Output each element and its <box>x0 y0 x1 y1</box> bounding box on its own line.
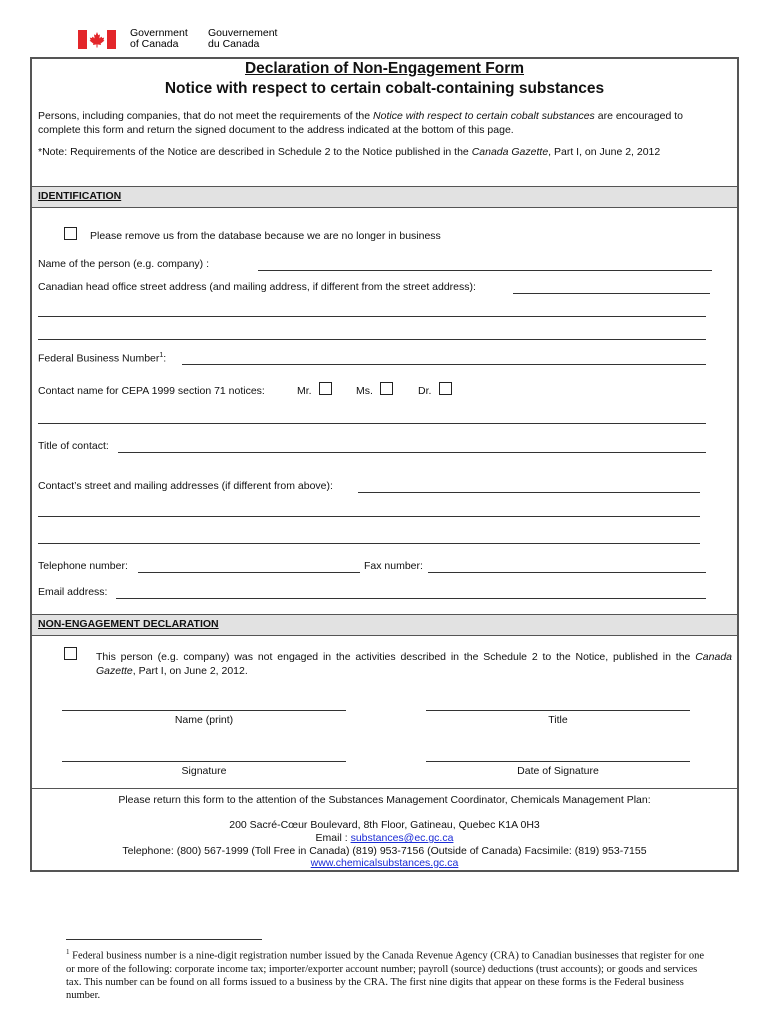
ms-checkbox[interactable] <box>380 382 393 395</box>
intro-paragraph: Persons, including companies, that do not meet the requirements of the Notice with respect to certain cobalt substances are encouraged to complete this form and return the signed document to the address indicated at the bottom of this page. <box>38 110 683 136</box>
contact-name-label: Contact name for CEPA 1999 section 71 notices: <box>38 385 265 397</box>
telephone-field[interactable] <box>138 572 360 573</box>
fax-field[interactable] <box>428 572 706 573</box>
name-print-label: Name (print) <box>174 714 234 726</box>
return-address: 200 Sacré-Cœur Boulevard, 8th Floor, Gatineau, Quebec K1A 0H3 <box>229 819 540 831</box>
email-field[interactable] <box>116 598 706 599</box>
address-field[interactable] <box>513 293 710 294</box>
date-of-signature-label: Date of Signature <box>517 765 599 777</box>
name-label: Name of the person (e.g. company) : <box>38 258 209 270</box>
form-subtitle: Notice with respect to certain cobalt-containing substances <box>164 80 605 97</box>
contact-name-field[interactable] <box>38 423 706 424</box>
gov-en-wordmark: Government of Canada <box>130 27 188 50</box>
name-print-field[interactable] <box>62 710 346 711</box>
footnote-marker: 1 <box>66 948 70 956</box>
gov-fr-wordmark: Gouvernement du Canada <box>208 27 278 50</box>
form-frame <box>30 57 739 872</box>
return-website-line <box>32 857 737 869</box>
non-engagement-checkbox[interactable] <box>64 647 77 660</box>
contact-address-label: Contact’s street and mailing addresses (if different from above): <box>38 480 333 492</box>
title-field[interactable] <box>426 710 690 711</box>
return-info-divider <box>32 788 737 789</box>
footnote-separator <box>66 939 262 940</box>
address-field-line-3[interactable] <box>38 339 706 340</box>
non-engagement-statement: This person (e.g. company) was not engaged in the activities described in the Schedule 2 to the Notice, published in the Canada Gazette, Part I, on June 2, 2012. <box>96 651 732 677</box>
date-of-signature-field[interactable] <box>426 761 690 762</box>
identification-heading: IDENTIFICATION <box>32 186 737 208</box>
email-link[interactable]: substances@ec.gc.ca <box>350 832 454 844</box>
fax-label: Fax number: <box>364 560 423 572</box>
contact-address-field-line-3[interactable] <box>38 543 700 544</box>
declaration-heading: NON-ENGAGEMENT DECLARATION <box>32 614 737 636</box>
contact-address-field-line-2[interactable] <box>38 516 700 517</box>
email-label: Email address: <box>38 586 108 598</box>
fbn-label: Federal Business Number$^1$: <box>38 352 167 365</box>
dr-checkbox[interactable] <box>439 382 452 395</box>
return-phone-line: Telephone: (800) 567-1999 (Toll Free in Canada) (819) 953-7156 (Outside of Canada) Facsimile: (819) 953-7155 <box>122 845 647 857</box>
website-link[interactable]: www.chemicalsubstances.gc.ca <box>310 857 459 869</box>
title-label: Title <box>548 714 568 726</box>
mr-checkbox[interactable] <box>319 382 332 395</box>
footnote-text: Federal business number is a nine-digit registration number issued by the Canada Revenue Agency (CRA) to Canadian businesses that register for one or more of the following: corporate income tax; importer/exporter account number; payroll (source) deductions (trust accounts); or goods and services tax. This number can be found on all forms issued to a business by the CRA. The first nine digits that appear on these forms is the Federal business number. <box>66 950 705 1002</box>
note-paragraph: *Note: Requirements of the Notice are described in Schedule 2 to the Notice published in the Canada Gazette, Part I, on June 2, 2012 <box>38 146 661 158</box>
title-of-contact-label: Title of contact: <box>38 440 109 452</box>
signature-label: Signature <box>181 765 227 777</box>
form-title: Declaration of Non-Engagement Form <box>244 60 525 77</box>
footnote <box>66 946 706 1003</box>
address-field-line-2[interactable] <box>38 316 706 317</box>
return-instructions: Please return this form to the attention of the Substances Management Coordinator, Chemicals Management Plan: <box>118 794 651 806</box>
contact-address-field[interactable] <box>358 492 700 493</box>
telephone-label: Telephone number: <box>38 560 128 572</box>
canada-flag-icon <box>78 30 116 49</box>
signature-field[interactable] <box>62 761 346 762</box>
dr-label: Dr. <box>418 385 432 397</box>
return-email-line: Email : substances@ec.gc.ca <box>315 832 454 844</box>
name-field[interactable] <box>258 270 712 271</box>
remove-from-database-checkbox[interactable] <box>64 227 77 240</box>
mr-label: Mr. <box>297 385 312 397</box>
address-label: Canadian head office street address (and mailing address, if different from the street address): <box>38 281 476 293</box>
title-of-contact-field[interactable] <box>118 452 706 453</box>
remove-from-database-label: Please remove us from the database because we are no longer in business <box>90 230 441 242</box>
ms-label: Ms. <box>356 385 373 397</box>
fbn-field[interactable] <box>182 364 706 365</box>
